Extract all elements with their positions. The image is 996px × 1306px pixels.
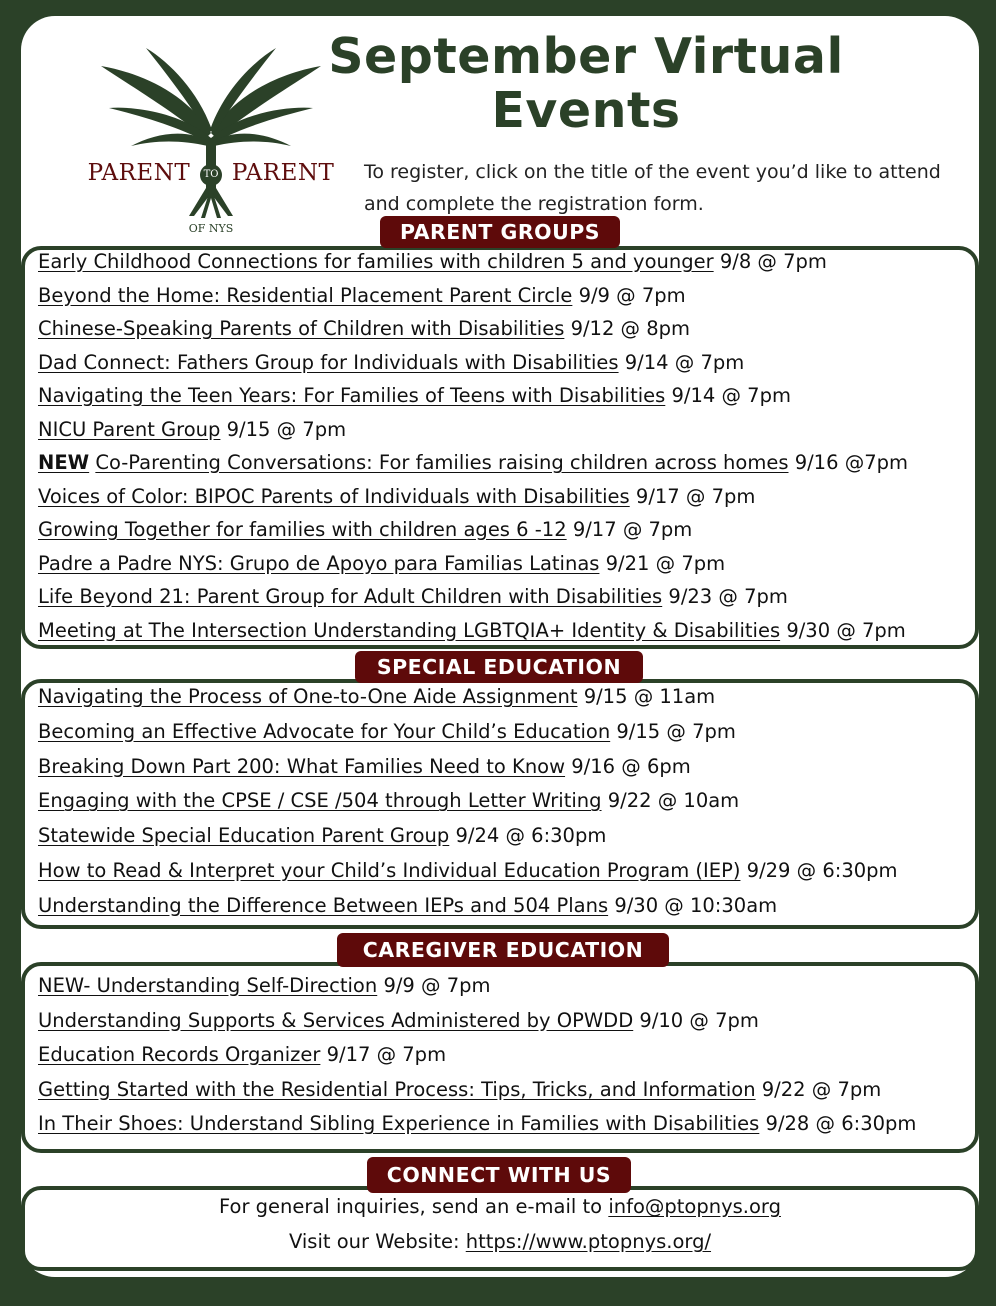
event-datetime: 9/15 @ 11am (583, 685, 716, 708)
event-datetime: 9/15 @ 7pm (616, 719, 736, 743)
event-datetime: 9/16 @7pm (794, 451, 908, 474)
event-datetime: 9/24 @ 6:30pm (455, 824, 607, 848)
event-datetime: 9/9 @ 7pm (578, 283, 686, 307)
event-row (38, 821, 606, 851)
event-datetime: 9/28 @ 6:30pm (765, 1112, 917, 1135)
website-link[interactable]: https://www.ptopnys.org/ (465, 1230, 712, 1253)
event-datetime: 9/14 @ 7pm (671, 384, 791, 407)
event-row (38, 717, 736, 747)
flyer-page (21, 16, 979, 1277)
event-row (38, 1040, 446, 1070)
logo-word-right: PARENT (231, 160, 335, 186)
event-row (38, 381, 791, 411)
event-row (38, 348, 744, 378)
event-datetime: 9/12 @ 8pm (570, 317, 691, 340)
event-title-link[interactable]: NICU Parent Group (38, 417, 221, 441)
event-row (38, 415, 346, 445)
event-datetime: 9/30 @ 7pm (786, 618, 906, 642)
event-row (38, 281, 686, 311)
logo-wordmark (81, 160, 341, 186)
event-title-link[interactable]: Engaging with the CPSE / CSE /504 through Letter Writing (38, 789, 602, 813)
email-link[interactable]: info@ptopnys.org (608, 1195, 781, 1218)
event-title-link[interactable]: Co-Parenting Conversations: For families raising children across homes (95, 451, 789, 474)
event-row (38, 616, 906, 646)
event-title-link[interactable]: Padre a Padre NYS: Grupo de Apoyo para Familias Latinas (38, 551, 600, 575)
event-datetime: 9/9 @ 7pm (383, 974, 491, 997)
event-row (38, 971, 491, 1001)
page-title (321, 30, 851, 138)
section-label-special-education: SPECIAL EDUCATION (355, 651, 643, 683)
section-label-caregiver-education: CAREGIVER EDUCATION (337, 933, 669, 967)
title-line-1: September Virtual (328, 28, 844, 85)
website-prompt: Visit our Website: (288, 1230, 460, 1253)
event-row (38, 856, 898, 886)
event-datetime: 9/8 @ 7pm (719, 250, 827, 273)
event-datetime: 9/22 @ 7pm (761, 1077, 882, 1101)
event-title-link[interactable]: Navigating the Teen Years: For Families of Teens with Disabilities (38, 384, 666, 407)
event-row (38, 786, 739, 816)
event-row (38, 314, 690, 344)
section-label-parent-groups: PARENT GROUPS (380, 216, 620, 248)
event-title-link[interactable]: Meeting at The Intersection Understanding LGBTQIA+ Identity & Disabilities (38, 618, 781, 642)
event-title-link[interactable]: Education Records Organizer (38, 1043, 321, 1066)
event-datetime: 9/17 @ 7pm (326, 1043, 447, 1066)
event-title-link[interactable]: NEW- Understanding Self-Direction (38, 974, 378, 997)
event-datetime: 9/22 @ 10am (607, 789, 740, 813)
event-datetime: 9/29 @ 6:30pm (746, 859, 898, 882)
event-title-link[interactable]: Voices of Color: BIPOC Parents of Individuals with Disabilities (38, 484, 630, 508)
event-row (38, 482, 755, 512)
event-row (38, 891, 777, 921)
event-datetime: 9/30 @ 10:30am (614, 893, 778, 917)
event-datetime: 9/23 @ 7pm (668, 585, 788, 608)
event-title-link[interactable]: Navigating the Process of One-to-One Aide Assignment (38, 685, 578, 708)
event-title-link[interactable]: Becoming an Effective Advocate for Your Child’s Education (38, 719, 611, 743)
logo-to-badge: TO (200, 164, 222, 186)
event-datetime: 9/14 @ 7pm (624, 350, 745, 374)
event-title-link[interactable]: Growing Together for families with children ages 6 -12 (38, 518, 567, 541)
event-title-link[interactable]: Chinese-Speaking Parents of Children with Disabilities (38, 317, 565, 340)
tree-leaves-icon (81, 38, 341, 223)
logo-word-left: PARENT (87, 160, 191, 186)
event-row (38, 1006, 759, 1036)
event-title-link[interactable]: Dad Connect: Fathers Group for Individuals with Disabilities (38, 350, 619, 374)
event-title-link[interactable]: Life Beyond 21: Parent Group for Adult Children with Disabilities (38, 585, 663, 608)
event-datetime: 9/21 @ 7pm (605, 551, 726, 575)
registration-instructions: To register, click on the title of the event you’d like to attend and complete the registration form. (364, 161, 941, 215)
event-title-link[interactable]: Beyond the Home: Residential Placement Parent Circle (38, 283, 573, 307)
event-datetime: 9/16 @ 6pm (571, 754, 691, 778)
event-row (38, 515, 692, 545)
event-title-link[interactable]: Understanding the Difference Between IEPs and 504 Plans (38, 893, 609, 917)
event-title-link[interactable]: How to Read & Interpret your Child’s Individual Education Program (IEP) (38, 859, 741, 882)
event-row (38, 247, 827, 277)
event-row (38, 1109, 916, 1139)
event-title-link[interactable]: Statewide Special Education Parent Group (38, 824, 450, 848)
parent-to-parent-logo (81, 38, 341, 235)
event-row (38, 752, 691, 782)
event-row (38, 682, 715, 712)
title-line-2: Events (491, 82, 681, 139)
logo-subtitle: OF NYS (188, 222, 234, 235)
event-row (38, 448, 908, 478)
event-datetime: 9/17 @ 7pm (572, 518, 693, 541)
contact-website-line (21, 1227, 979, 1257)
event-datetime: 9/10 @ 7pm (639, 1008, 759, 1032)
event-title-link[interactable]: Breaking Down Part 200: What Families Need to Know (38, 754, 566, 778)
event-datetime: 9/15 @ 7pm (226, 417, 347, 441)
event-title-link[interactable]: In Their Shoes: Understand Sibling Experience in Families with Disabilities (38, 1112, 760, 1135)
event-row (38, 1075, 881, 1105)
event-row (38, 582, 788, 612)
new-badge: NEW (38, 451, 90, 474)
contact-email-line (21, 1192, 979, 1222)
event-title-link[interactable]: Getting Started with the Residential Process: Tips, Tricks, and Information (38, 1077, 756, 1101)
email-prompt: For general inquiries, send an e-mail to (219, 1195, 603, 1218)
event-title-link[interactable]: Early Childhood Connections for families with children 5 and younger (38, 250, 714, 273)
event-datetime: 9/17 @ 7pm (635, 484, 756, 508)
section-label-connect: CONNECT WITH US (367, 1157, 631, 1193)
event-title-link[interactable]: Understanding Supports & Services Administered by OPWDD (38, 1008, 634, 1032)
event-row (38, 549, 725, 579)
